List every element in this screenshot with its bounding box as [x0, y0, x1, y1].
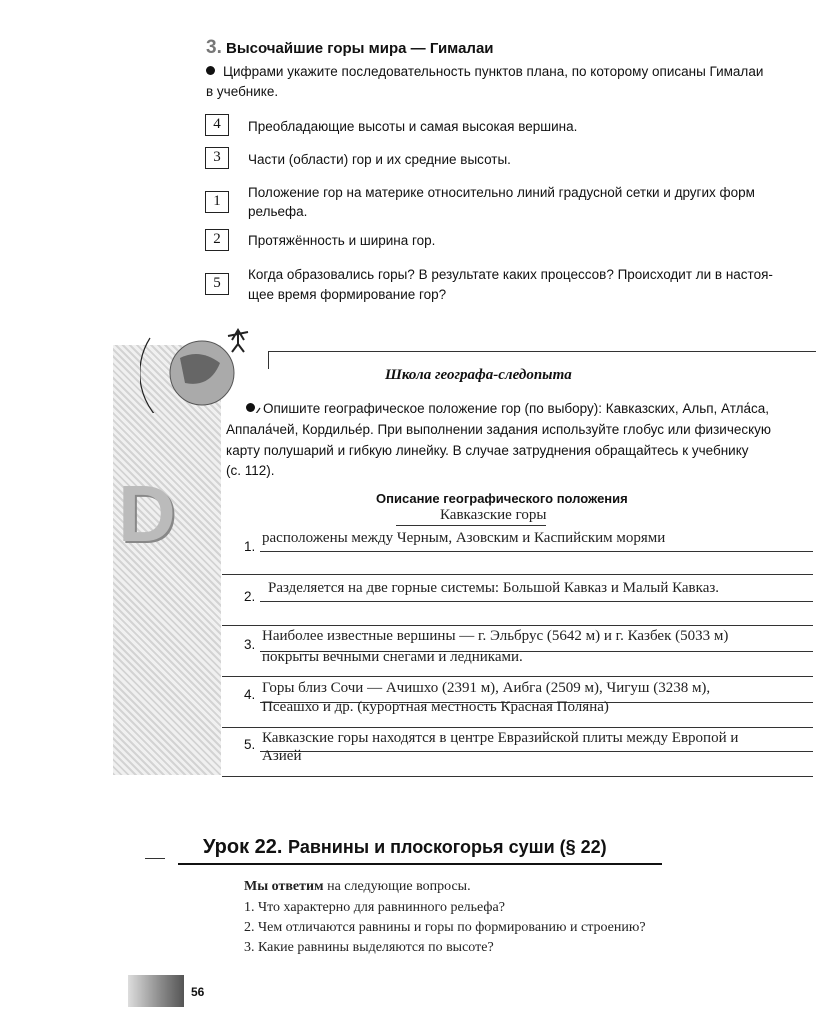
section-number: 3. — [206, 37, 222, 58]
crop-mark — [145, 858, 165, 859]
box-left-rule — [268, 351, 269, 369]
page-number: 56 — [191, 985, 205, 999]
lesson-question: 3. Какие равнины выделяются по высоте? — [244, 940, 494, 955]
answer-number: 1. — [244, 539, 256, 554]
school-title: Школа географа-следопыта — [385, 367, 572, 383]
page-tab — [128, 975, 184, 1007]
decorative-letter-icon: D — [118, 469, 176, 558]
answer-number: 3. — [244, 637, 256, 652]
lesson-intro: Мы ответим на следующие вопросы. — [244, 879, 471, 894]
order-box[interactable]: 5 — [205, 273, 229, 295]
answer-text-cont[interactable]: Псеашхо и др. (курортная местность Красная Поляна) — [262, 699, 609, 715]
plan-item: Части (области) гор и их средние высоты. — [248, 152, 511, 167]
answer-line — [222, 727, 813, 728]
plan-item: Когда образовались горы? В результате каких процессов? Происходит ли в настоя- — [248, 267, 773, 282]
globe-explorer-icon — [140, 318, 270, 413]
lesson-question: 1. Что характерно для равнинного рельефа? — [244, 900, 505, 915]
answer-text-cont[interactable]: Азией — [262, 748, 302, 764]
answer-text[interactable]: Наиболее известные вершины — г. Эльбрус (5642 м) и г. Казбек (5033 м) — [262, 628, 729, 644]
order-box[interactable]: 4 — [205, 114, 229, 136]
bullet-icon — [246, 403, 255, 412]
answer-line — [222, 574, 813, 575]
box-top-rule — [268, 351, 816, 352]
task-text: (с. 112). — [226, 463, 275, 478]
lesson-question: 2. Чем отличаются равнины и горы по формированию и строению? — [244, 920, 646, 935]
bullet-icon — [206, 66, 215, 75]
plan-item: Преобладающие высоты и самая высокая вершина. — [248, 119, 578, 134]
mountain-name[interactable]: Кавказские горы — [440, 507, 547, 523]
order-box[interactable]: 2 — [205, 229, 229, 251]
answer-line — [260, 551, 813, 552]
answer-text[interactable]: Горы близ Сочи — Ачишхо (2391 м), Аибга (2509 м), Чигуш (3238 м), — [262, 680, 711, 696]
description-heading: Описание географического положения — [376, 491, 628, 506]
lesson-rule — [178, 863, 662, 865]
task-text: карту полушарий и гибкую линейку. В случае затруднения обращайтесь к учебнику — [226, 443, 749, 458]
order-box[interactable]: 1 — [205, 191, 229, 213]
lesson-title: Урок 22. Равнины и плоскогорья суши (§ 22) — [203, 836, 607, 858]
order-box[interactable]: 3 — [205, 147, 229, 169]
task-text: Опишите географическое положение гор (по выбору): Кавказских, Альп, Атла́са, — [246, 401, 769, 416]
plan-item: Протяжённость и ширина гор. — [248, 233, 436, 248]
instruction: Цифрами укажите последовательность пунктов плана, по которому описаны Гималаи — [206, 64, 763, 79]
answer-text[interactable]: расположены между Черным, Азовским и Каспийским морями — [262, 530, 666, 546]
answer-text[interactable]: Разделяется на две горные системы: Большой Кавказ и Малый Кавказ. — [268, 580, 720, 596]
task-text: Аппала́чей, Кордилье́р. При выполнении задания используйте глобус или физическую — [226, 422, 772, 437]
answer-text-cont[interactable]: покрыты вечными снегами и ледниками. — [262, 649, 523, 665]
answer-line — [222, 776, 813, 777]
plan-item-cont: щее время формирование гор? — [248, 287, 447, 302]
answer-number: 5. — [244, 737, 256, 752]
answer-number: 4. — [244, 687, 256, 702]
instruction-cont: в учебнике. — [206, 84, 279, 99]
plan-item: Положение гор на материке относительно линий градусной сетки и других форм — [248, 185, 755, 200]
answer-line — [222, 625, 813, 626]
answer-line — [260, 601, 813, 602]
plan-item-cont: рельефа. — [248, 204, 308, 219]
section-title: 3. Высочайшие горы мира — Гималаи — [206, 37, 494, 58]
answer-text[interactable]: Кавказские горы находятся в центре Евразийской плиты между Европой и — [262, 730, 739, 746]
underline — [396, 525, 546, 526]
answer-line — [222, 676, 813, 677]
answer-line — [260, 751, 813, 752]
answer-number: 2. — [244, 589, 256, 604]
